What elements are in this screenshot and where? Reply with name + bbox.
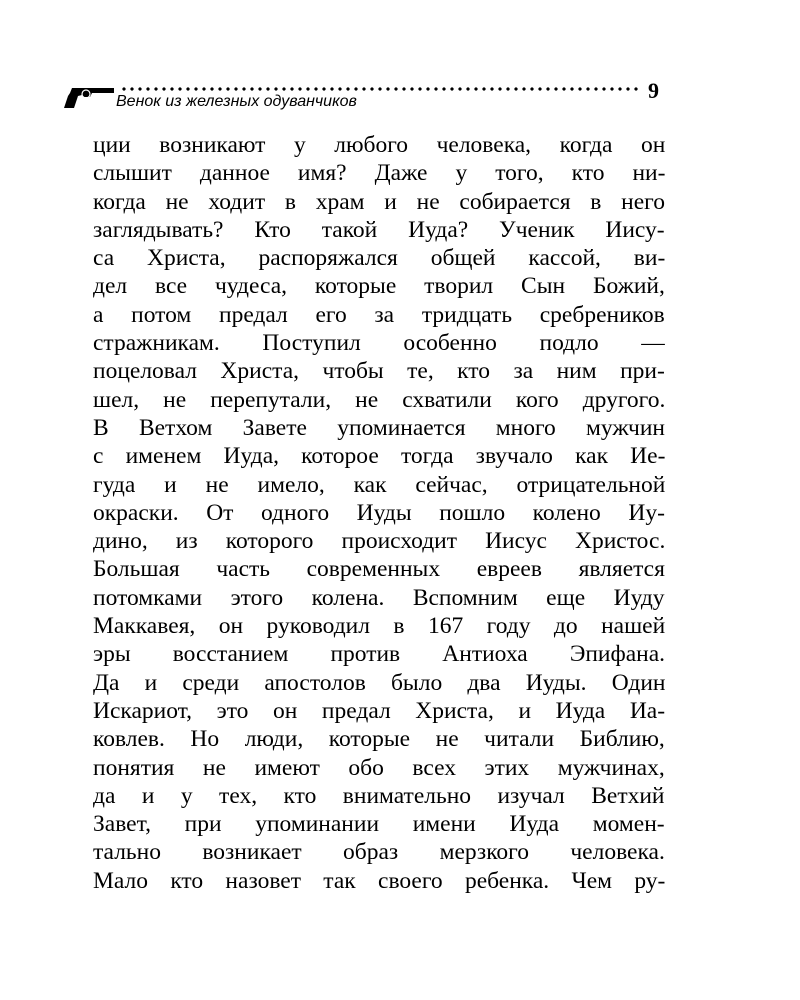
text-line: когда не ходит в храм и не собирается в него xyxy=(93,188,665,215)
text-line: стражникам. Поступил особенно подло — xyxy=(93,330,665,357)
text-line: тально возникает образ мерзкого человека. xyxy=(93,839,665,866)
text-line: Искариот, это он предал Христа, и Иуда Иа- xyxy=(93,697,666,724)
text-line: поцеловал Христа, чтобы те, кто за ним при- xyxy=(93,358,665,385)
text-line: а потом предал его за тридцать сребреников xyxy=(93,301,665,328)
text-line: потомками этого колена. Вспомним еще Иуду xyxy=(93,584,665,611)
text-line: окраски. От одного Иуды пошло колено Иу- xyxy=(93,499,665,526)
text-line: шел, не перепутали, не схватили кого другого. xyxy=(93,386,666,413)
text-line: Мало кто назовет так своего ребенка. Чем ру- xyxy=(93,867,666,894)
text-line: понятия не имеют обо всех этих мужчинах, xyxy=(93,754,665,781)
text-line: заглядывать? Кто такой Иуда? Ученик Иису- xyxy=(93,216,665,243)
text-line: ковлев. Но люди, которые не читали Библию, xyxy=(93,726,665,753)
text-line: да и у тех, кто внимательно изучал Ветхий xyxy=(93,782,665,809)
text-line: Завет, при упоминании имени Иуда момен- xyxy=(93,811,665,838)
header-dot-leader xyxy=(120,86,638,92)
text-line: с именем Иуда, которое тогда звучало как Ие- xyxy=(93,443,666,470)
revolver-icon xyxy=(62,84,116,110)
text-line: Да и среди апостолов было два Иуды. Один xyxy=(93,669,666,696)
page-number: 9 xyxy=(648,78,659,103)
text-line: Маккавея, он руководил в 167 году до нашей xyxy=(93,613,666,640)
text-line: ции возникают у любого человека, когда он xyxy=(93,132,666,158)
text-line: са Христа, распоряжался общей кассой, ви- xyxy=(93,245,666,272)
page-header xyxy=(62,78,672,118)
text-line: В Ветхом Завете упоминается много мужчин xyxy=(93,414,665,441)
body-text xyxy=(93,131,665,895)
text-line: гуда и не имело, как сейчас, отрицательной xyxy=(93,471,666,498)
text-line: эры восстанием против Антиоха Эпифана. xyxy=(93,641,666,668)
running-title: Венок из железных одуванчиков xyxy=(116,93,357,110)
text-line: дел все чудеса, которые творил Сын Божий, xyxy=(93,273,665,300)
text-line: слышит данное имя? Даже у того, кто ни- xyxy=(93,160,666,187)
text-line: Большая часть современных евреев является xyxy=(93,556,665,583)
text-line: дино, из которого происходит Иисус Христос. xyxy=(93,528,666,555)
